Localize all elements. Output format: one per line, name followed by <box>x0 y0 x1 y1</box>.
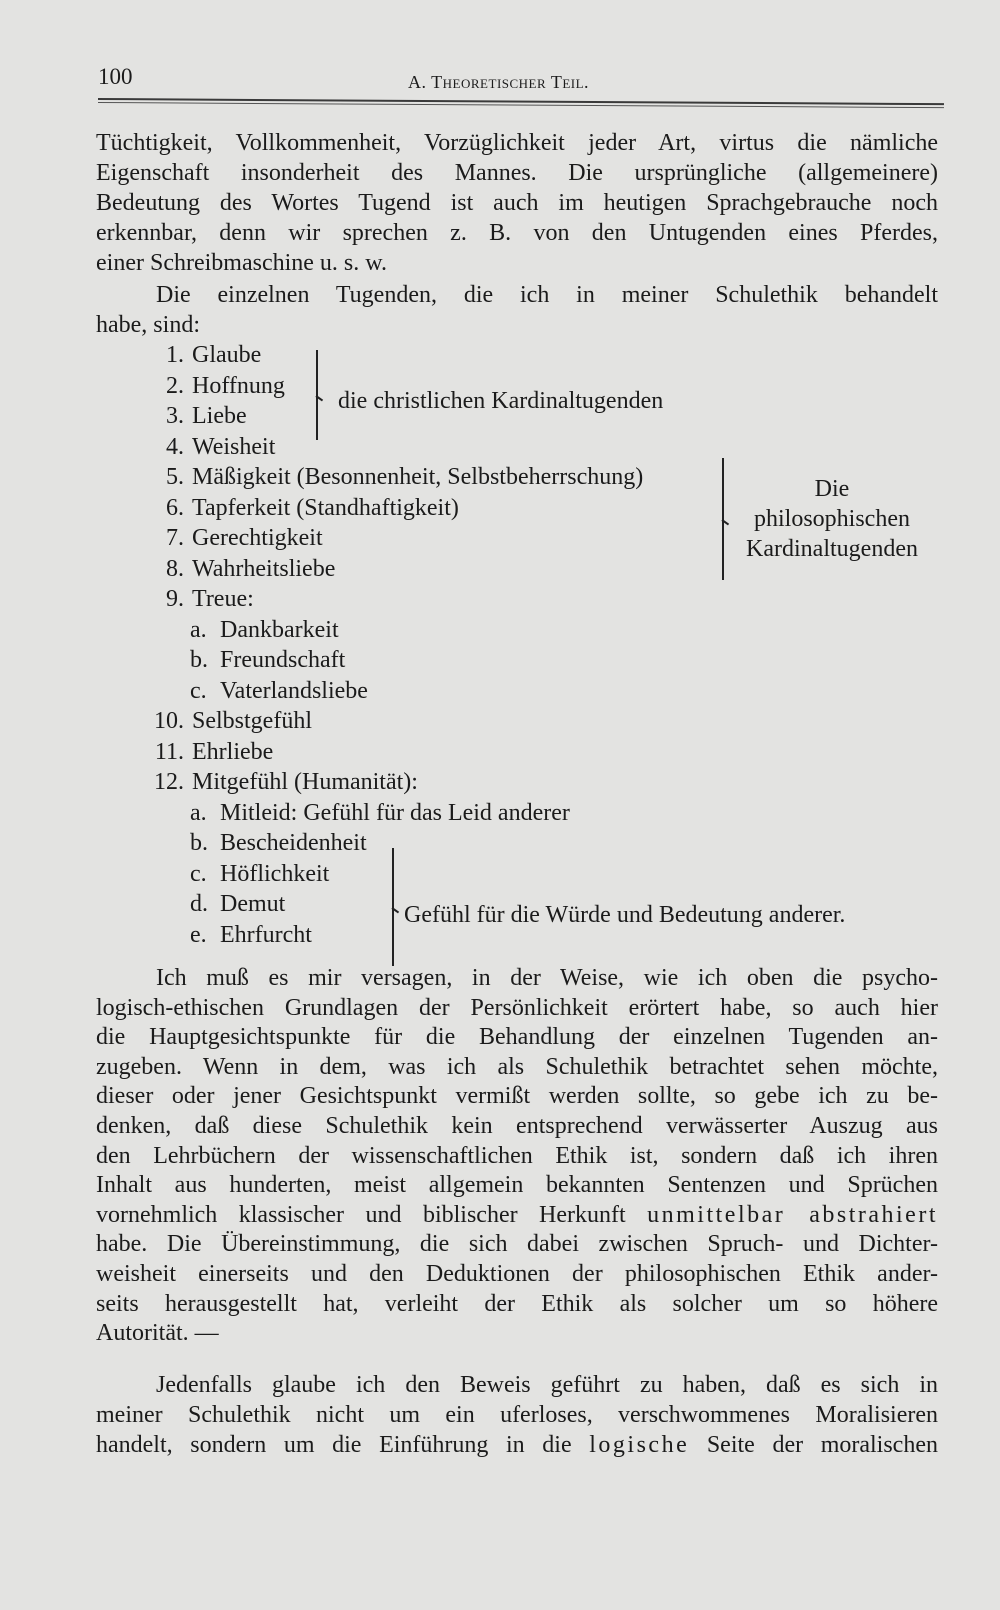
text-line: Bedeutung des Wortes Tugend ist auch im heutigen Sprachgebrauche noch <box>96 190 938 216</box>
list-item: 9. Treue: <box>166 586 254 612</box>
list-item: a. Dankbarkeit <box>190 616 339 643</box>
brace-christian <box>316 350 318 440</box>
list-item: 7. Gerechtigkeit <box>166 525 323 551</box>
brace-dignity <box>392 848 394 966</box>
group-label-christian: die christlichen Kardinaltugenden <box>338 388 664 414</box>
text-line: Eigenschaft insonderheit des Mannes. Die ursprüngliche (allgemeinere) <box>96 160 938 186</box>
list-item: 11. Ehrliebe <box>154 738 274 765</box>
list-item: c. Vaterlandsliebe <box>190 677 368 704</box>
text-line: Autorität. — <box>96 1320 219 1347</box>
list-item: 5. Mäßigkeit (Besonnenheit, Selbstbeherrschung) <box>166 464 644 490</box>
spaced-emphasis: logische <box>589 1432 690 1458</box>
text-line: denken, daß diese Schulethik kein entsprechend verwässerter Auszug aus <box>96 1112 938 1139</box>
page-number: 100 <box>98 64 133 89</box>
page-header <box>98 58 944 98</box>
spaced-emphasis: unmittelbar abstrahiert <box>647 1201 938 1228</box>
list-item: 12. Mitgefühl (Humanität): <box>154 769 418 795</box>
list-item: 1. Glaube <box>166 342 262 368</box>
list-item: 8. Wahrheitsliebe <box>166 555 336 582</box>
text-line: seits herausgestellt hat, verleiht der Ethik als solcher um so höhere <box>96 1290 938 1317</box>
group-label-philosophical <box>732 474 932 564</box>
text-line: einer Schreibmaschine u. s. w. <box>96 250 388 276</box>
text-line: Die einzelnen Tugenden, die ich in meiner Schulethik behandelt <box>156 282 938 308</box>
text-line: zugeben. Wenn in dem, was ich als Schulethik betrachtet sehen möchte, <box>96 1053 938 1080</box>
text-line: handelt, sondern um die Einführung in die logische Seite der moralischen <box>96 1432 938 1458</box>
group-label-dignity: Gefühl für die Würde und Bedeutung anderer. <box>404 902 846 928</box>
list-item: a. Mitleid: Gefühl für das Leid anderer <box>190 799 570 826</box>
text-line: vornehmlich klassischer und biblischer Herkunft unmittelbar abstrahiert <box>96 1201 938 1228</box>
text-line: weisheit einerseits und den Deduktionen der philosophischen Ethik ander- <box>96 1260 938 1287</box>
text-line: logisch-ethischen Grundlagen der Persönlichkeit erörtert habe, so auch hier <box>96 994 938 1021</box>
text-line: habe, sind: <box>96 312 200 338</box>
list-item: 4. Weisheit <box>166 433 276 460</box>
running-title: A. Theoretischer Teil. <box>408 72 590 92</box>
text-line: meiner Schulethik nicht um ein uferloses, verschwommenes Moralisieren <box>96 1402 938 1428</box>
list-item: 6. Tapferkeit (Standhaftigkeit) <box>166 494 459 521</box>
brace-philosophical <box>722 458 724 580</box>
list-item: b. Bescheidenheit <box>190 830 367 856</box>
text-line: erkennbar, denn wir sprechen z. B. von den Untugenden eines Pferdes, <box>96 220 938 246</box>
paragraph-3 <box>96 964 938 1349</box>
list-item: 10. Selbstgefühl <box>154 708 312 734</box>
text-line: die Hauptgesichtspunkte für die Behandlung der einzelnen Tugenden an- <box>96 1024 938 1051</box>
label-line: Kardinaltugenden <box>746 536 918 562</box>
list-item: c. Höflichkeit <box>190 860 330 887</box>
text-line: Jedenfalls glaube ich den Beweis geführt zu haben, daß es sich in <box>156 1372 938 1398</box>
paragraph-1 <box>96 128 938 278</box>
list-item: b. Freundschaft <box>190 647 346 673</box>
list-item: 3. Liebe <box>166 403 247 429</box>
paragraph-4 <box>96 1370 938 1460</box>
paragraph-2 <box>96 280 938 340</box>
list-item: 2. Hoffnung <box>166 372 285 399</box>
label-line: Die <box>814 476 850 502</box>
text-line: Inhalt aus hunderten, meist allgemein bekannten Sentenzen und Sprüchen <box>96 1172 938 1199</box>
text-line: dieser oder jener Gesichtspunkt vermißt werden sollte, so gebe ich zu be- <box>96 1083 938 1110</box>
text-line: Ich muß es mir versagen, in der Weise, wie ich oben die psycho- <box>156 965 938 991</box>
text-line: Tüchtigkeit, Vollkommenheit, Vorzüglichkeit jeder Art, virtus die nämliche <box>96 130 938 156</box>
list-item: d. Demut <box>190 891 286 917</box>
list-item: e. Ehrfurcht <box>190 921 312 948</box>
text-line: habe. Die Übereinstimmung, die sich dabei zwischen Spruch- und Dichter- <box>96 1231 938 1258</box>
text-line: den Lehrbüchern der wissenschaftlichen Ethik ist, sondern daß ich ihren <box>96 1142 938 1169</box>
virtue-list <box>150 340 643 950</box>
label-line: philosophischen <box>754 506 910 532</box>
